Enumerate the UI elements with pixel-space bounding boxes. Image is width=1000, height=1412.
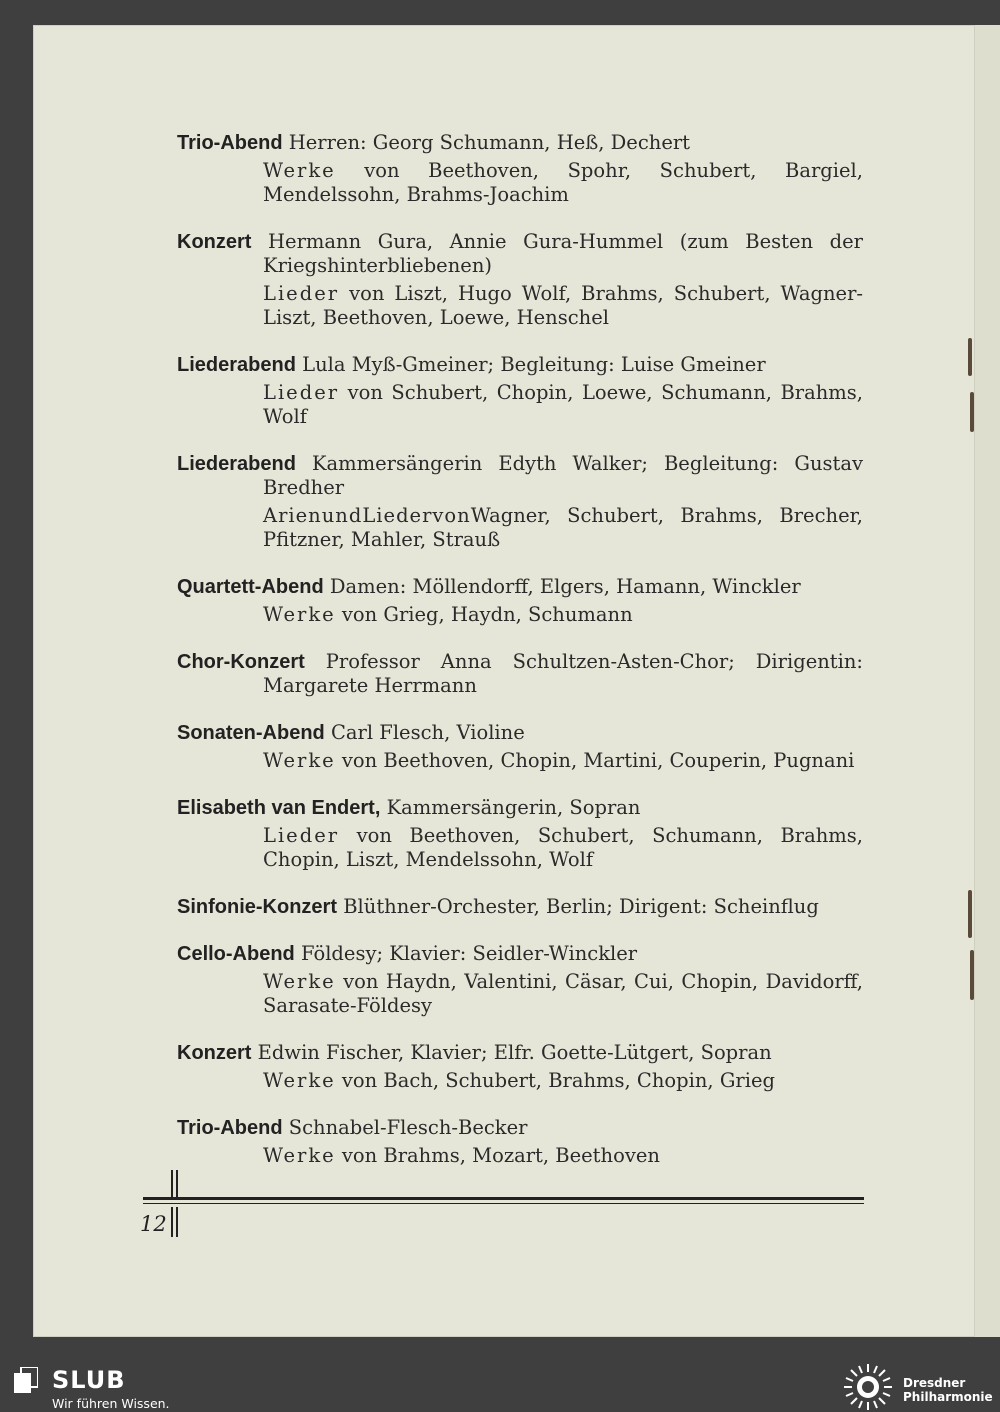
program-lead: Werke: [263, 159, 336, 182]
concert-type: Liederabend: [177, 453, 296, 475]
program-composers: von Grieg, Haydn, Schumann: [335, 603, 633, 626]
performers: Kammersängerin Edyth Walker; Begleitung: Gustav Bredher: [263, 452, 863, 499]
program-lead: Werke: [263, 603, 336, 626]
concert-type: Chor-Konzert: [177, 651, 305, 673]
program: [177, 970, 863, 1018]
program-composers: von Schubert, Chopin, Loewe, Schumann, Brahms, Wolf: [263, 381, 863, 428]
program-composers: von Beethoven, Schubert, Schumann, Brahms, Chopin, Liszt, Mendelssohn, Wolf: [263, 824, 863, 871]
program: [177, 603, 863, 627]
partner-line-2: Philharmonie: [903, 1390, 993, 1404]
concert-type: Elisabeth van Endert,: [177, 797, 381, 819]
program-lead: Werke: [263, 1144, 336, 1167]
program: [177, 1144, 863, 1168]
program-lead: Lieder: [263, 282, 340, 305]
footer-rule: [143, 1197, 864, 1200]
program-composers: von Bach, Schubert, Brahms, Chopin, Grieg: [335, 1069, 775, 1092]
slub-logo-icon: [14, 1367, 38, 1393]
concert-entry: [177, 131, 863, 207]
program: [177, 749, 863, 773]
program-lead: Lieder: [263, 381, 340, 404]
page-number: 12: [140, 1212, 167, 1236]
program-composers: von Haydn, Valentini, Cäsar, Cui, Chopin, Davidorff, Sarasate-Földesy: [263, 970, 863, 1017]
concert-entry: [177, 1116, 863, 1168]
slub-logo-text: SLUB: [52, 1366, 126, 1394]
performers: Földesy; Klavier: Seidler-Winckler: [300, 942, 638, 965]
facing-page-edge: [975, 25, 1000, 1337]
concert-list: [177, 131, 863, 1191]
ornament-rule: [176, 1207, 178, 1237]
program-lead: Lieder: [263, 824, 340, 847]
program-composers: von Beethoven, Spohr, Schubert, Bargiel, Mendelssohn, Brahms-Joachim: [263, 159, 863, 206]
program-composers: von Liszt, Hugo Wolf, Brahms, Schubert, Wagner-Liszt, Beethoven, Loewe, Henschel: [263, 282, 863, 329]
concert-entry: [177, 1041, 863, 1093]
staple-mark: [968, 338, 972, 376]
concert-entry: [177, 452, 863, 552]
concert-entry: [177, 942, 863, 1018]
concert-type: Konzert: [177, 231, 252, 253]
concert-type: Sinfonie-Konzert: [177, 896, 337, 918]
performers: Carl Flesch, Violine: [330, 721, 525, 744]
program: [177, 381, 863, 429]
concert-type: Cello-Abend: [177, 943, 295, 965]
staple-mark: [968, 890, 972, 938]
program-composers: Wagner, Schubert, Brahms, Brecher, Pfitzner, Mahler, Strauß: [263, 504, 863, 551]
performers: Herren: Georg Schumann, Heß, Dechert: [288, 131, 691, 154]
program: [177, 504, 863, 552]
concert-type: Trio-Abend: [177, 1117, 283, 1139]
ornament-rule: [176, 1170, 178, 1197]
ornament-rule: [171, 1170, 173, 1197]
concert-type: Konzert: [177, 1042, 252, 1064]
performers: Damen: Möllendorff, Elgers, Hamann, Winckler: [329, 575, 801, 598]
concert-entry: [177, 353, 863, 429]
slub-tagline: Wir führen Wissen.: [52, 1396, 170, 1411]
performers: Edwin Fischer, Klavier; Elfr. Goette-Lütgert, Sopran: [257, 1041, 772, 1064]
staple-mark: [970, 392, 974, 432]
concert-entry: [177, 575, 863, 627]
program: [177, 824, 863, 872]
program: [177, 282, 863, 330]
program-composers: von Beethoven, Chopin, Martini, Couperin, Pugnani: [335, 749, 855, 772]
program: [177, 159, 863, 207]
concert-type: Sonaten-Abend: [177, 722, 325, 744]
concert-entry: [177, 650, 863, 698]
partner-line-1: Dresdner: [903, 1376, 966, 1390]
philharmonie-logo-text: [903, 1376, 993, 1404]
viewer-footer: [0, 1362, 1000, 1412]
performers: Kammersängerin, Sopran: [386, 796, 641, 819]
footer-rule-thin: [143, 1203, 864, 1204]
program-lead: Werke: [263, 970, 336, 993]
concert-type: Liederabend: [177, 354, 296, 376]
performers: Hermann Gura, Annie Gura-Hummel (zum Besten der Kriegshinterbliebenen): [263, 230, 863, 277]
concert-entry: [177, 230, 863, 330]
performers: Schnabel-Flesch-Becker: [288, 1116, 528, 1139]
performers: Professor Anna Schultzen-Asten-Chor; Dirigentin: Margarete Herrmann: [263, 650, 863, 697]
concert-entry: [177, 895, 863, 919]
program-lead: Werke: [263, 749, 336, 772]
program-lead: ArienundLiedervon: [263, 504, 471, 527]
philharmonie-logo-icon: [842, 1362, 894, 1412]
concert-entry: [177, 796, 863, 872]
concert-entry: [177, 721, 863, 773]
performers: Lula Myß-Gmeiner; Begleitung: Luise Gmeiner: [302, 353, 766, 376]
concert-type: Quartett-Abend: [177, 576, 324, 598]
performers: Blüthner-Orchester, Berlin; Dirigent: Scheinflug: [343, 895, 819, 918]
ornament-rule: [171, 1207, 173, 1237]
program-composers: von Brahms, Mozart, Beethoven: [335, 1144, 660, 1167]
program-lead: Werke: [263, 1069, 336, 1092]
concert-type: Trio-Abend: [177, 132, 283, 154]
staple-mark: [970, 950, 974, 1000]
program: [177, 1069, 863, 1093]
